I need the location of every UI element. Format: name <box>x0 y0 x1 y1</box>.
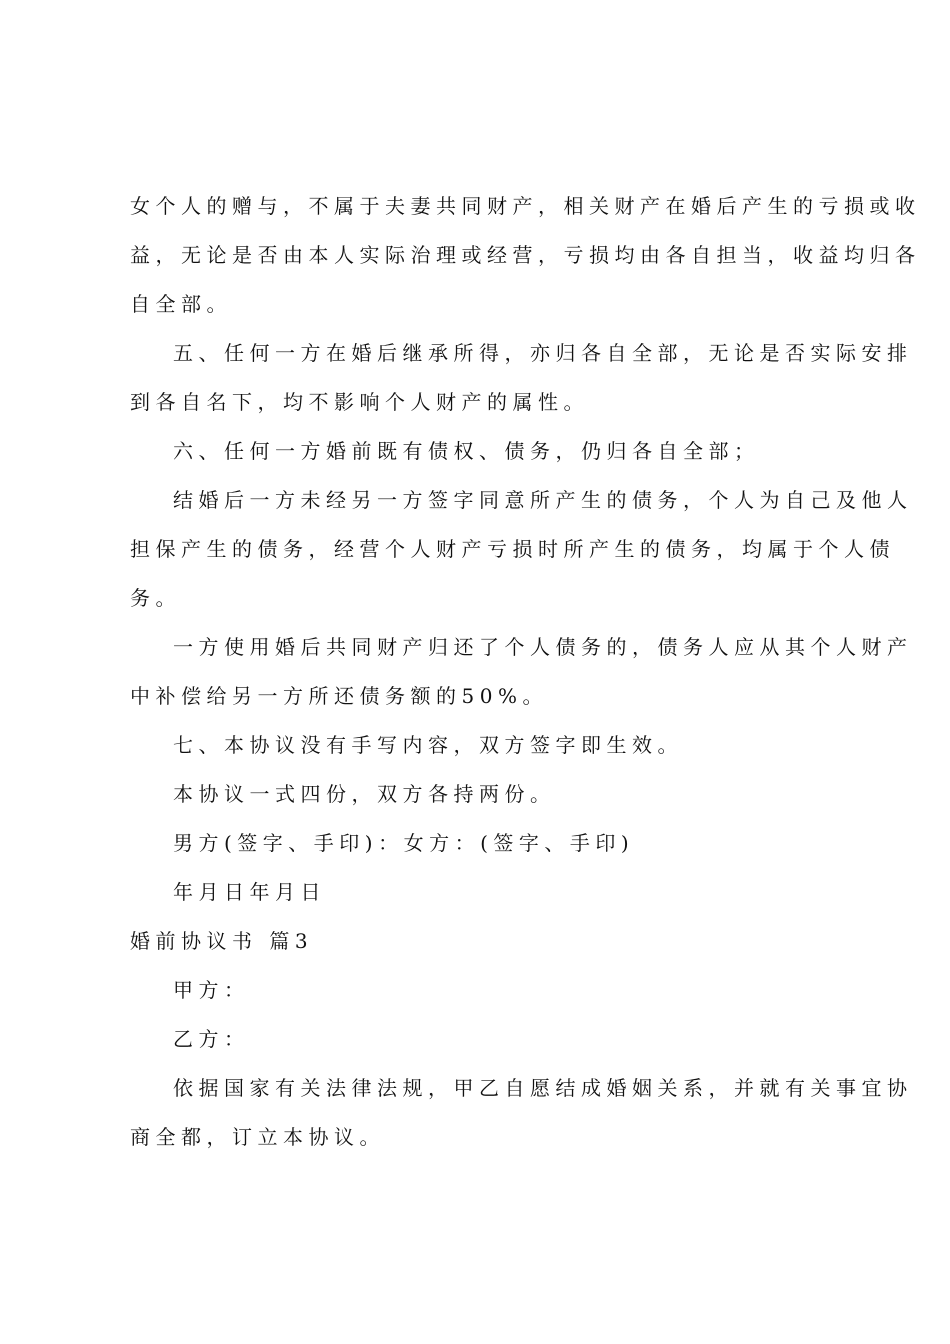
document-body <box>130 182 921 1162</box>
section-heading: 婚前协议书 篇3 <box>130 929 314 953</box>
text-line: 益，无论是否由本人实际治理或经营，亏损均由各自担当，收益均归各 <box>130 243 921 267</box>
date-line: 年月日年月日 <box>173 880 326 904</box>
party-b-line: 乙方： <box>173 1027 250 1051</box>
clause-six: 六、任何一方婚前既有债权、债务，仍归各自全部； <box>173 439 760 463</box>
signature-line: 男方(签字、手印)：女方：(签字、手印) <box>173 831 635 855</box>
party-a-line: 甲方： <box>173 978 250 1002</box>
text-line: 务。 <box>130 586 181 610</box>
text-line: 担保产生的债务，经营个人财产亏损时所产生的债务，均属于个人债 <box>130 537 895 561</box>
text-line: 商全都，订立本协议。 <box>130 1125 385 1149</box>
clause-five: 五、任何一方在婚后继承所得，亦归各自全部，无论是否实际安排 <box>173 341 913 365</box>
clause-seven: 七、本协议没有手写内容，双方签字即生效。 <box>173 733 683 757</box>
text-line: 依据国家有关法律法规，甲乙自愿结成婚姻关系，并就有关事宜协 <box>173 1076 913 1100</box>
text-line: 自全部。 <box>130 292 232 316</box>
text-line: 女个人的赠与，不属于夫妻共同财产，相关财产在婚后产生的亏损或收 <box>130 194 921 218</box>
text-line: 到各自名下，均不影响个人财产的属性。 <box>130 390 589 414</box>
text-line: 结婚后一方未经另一方签字同意所产生的债务，个人为自己及他人 <box>173 488 913 512</box>
copies-note: 本协议一式四份，双方各持两份。 <box>173 782 556 806</box>
text-line: 中补偿给另一方所还债务额的50%。 <box>130 684 548 708</box>
text-line: 一方使用婚后共同财产归还了个人债务的，债务人应从其个人财产 <box>173 635 913 659</box>
